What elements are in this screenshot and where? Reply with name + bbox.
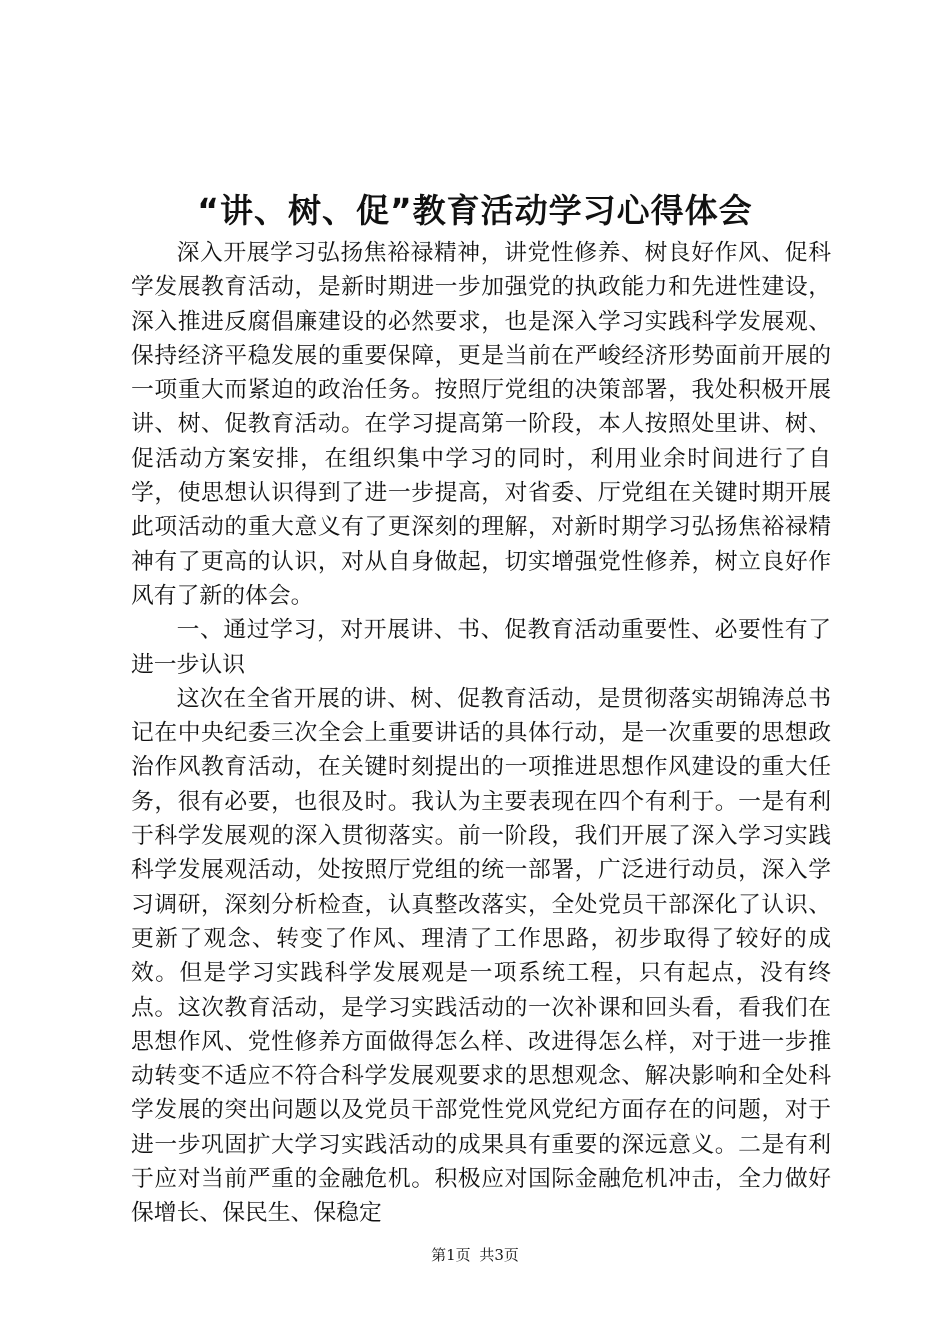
section-heading-1: 一、通过学习，对开展讲、书、促教育活动重要性、必要性有了进一步认识 bbox=[131, 617, 831, 678]
document-body bbox=[131, 236, 831, 1231]
page-number-footer: 第1页 共3页 bbox=[431, 1246, 519, 1264]
paragraph-section-1: 这次在全省开展的讲、树、促教育活动，是贯彻落实胡锦涛总书记在中央纪委三次全会上重要讲话的具体行动，是一次重要的思想政治作风教育活动，在关键时刻提出的一项推进思想作风建设的重大任务，很有必要，也很及时。我认为主要表现在四个有利于。一是有利于科学发展观的深入贯彻落实。前一阶段，我们开展了深入学习实践科学发展观活动，处按照厅党组的统一部署，广泛进行动员，深入学习调研，深刻分析检查，认真整改落实，全处党员干部深化了认识、更新了观念、转变了作风、理清了工作思路，初步取得了较好的成效。但是学习实践科学发展观是一项系统工程，只有起点，没有终点。这次教育活动，是学习实践活动的一次补课和回头看，看我们在思想作风、党性修养方面做得怎么样、改进得怎么样，对于进一步推动转变不适应不符合科学发展观要求的思想观念、解决影响和全处科学发展的突出问题以及党员干部党性党风党纪方面存在的问题，对于进一步巩固扩大学习实践活动的成果具有重要的深远意义。二是有利于应对当前严重的金融危机。积极应对国际金融危机冲击，全力做好保增长、保民生、保稳定 bbox=[131, 685, 831, 1227]
document-title: “讲、树、促”教育活动学习心得体会 bbox=[197, 191, 753, 230]
paragraph-intro: 深入开展学习弘扬焦裕禄精神，讲党性修养、树良好作风、促科学发展教育活动，是新时期进一步加强党的执政能力和先进性建设，深入推进反腐倡廉建设的必然要求，也是深入学习实践科学发展观、保持经济平稳发展的重要保障，更是当前在严峻经济形势面前开展的一项重大而紧迫的政治任务。按照厅党组的决策部署，我处积极开展讲、树、促教育活动。在学习提高第一阶段，本人按照处里讲、树、促活动方案安排，在组织集中学习的同时，利用业余时间进行了自学，使思想认识得到了进一步提高，对省委、厅党组在关键时期开展此项活动的重大意义有了更深刻的理解，对新时期学习弘扬焦裕禄精神有了更高的认识，对从自身做起，切实增强党性修养，树立良好作风有了新的体会。 bbox=[131, 240, 831, 609]
